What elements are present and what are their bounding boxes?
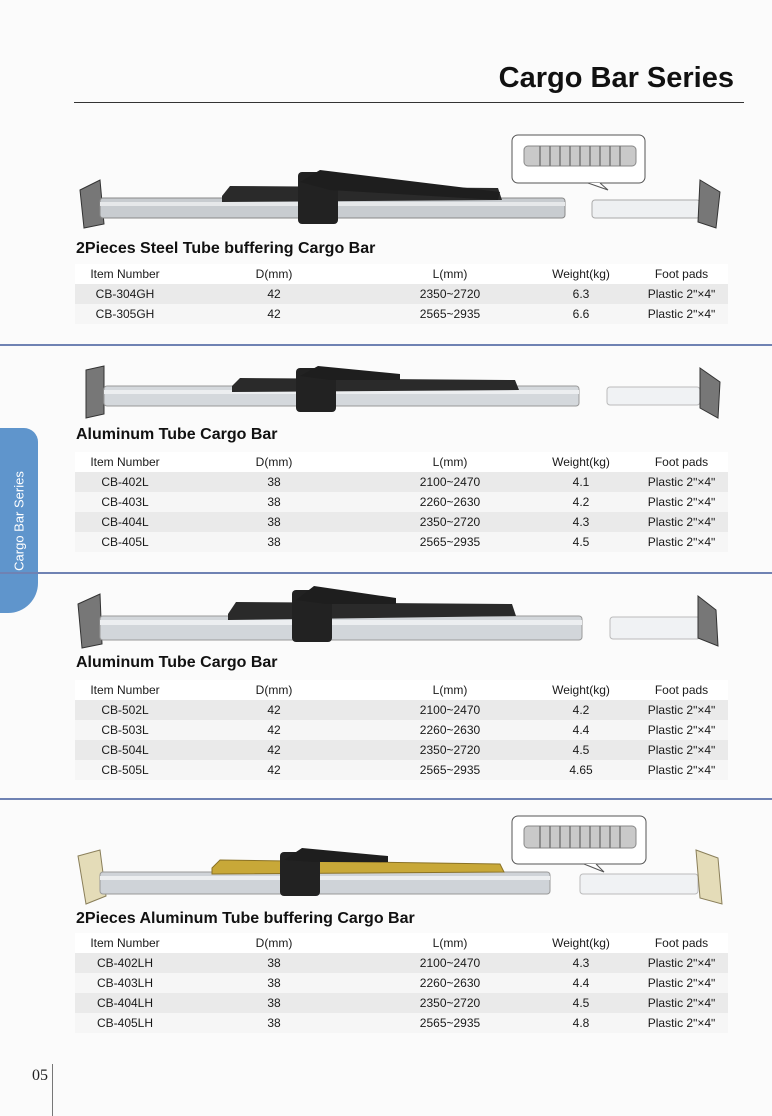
col-weight: Weight(kg) <box>552 267 610 281</box>
cell-weight: 6.6 <box>572 307 590 321</box>
cell-diameter: 38 <box>267 475 281 489</box>
col-foot-pads: Foot pads <box>654 455 709 469</box>
cell-length: 2100~2470 <box>419 703 481 717</box>
cargo-bar-image <box>0 356 772 422</box>
cargo-bar-image <box>0 812 772 910</box>
table-header-row <box>75 680 728 700</box>
section-divider <box>0 572 772 574</box>
spec-table <box>75 680 728 780</box>
page-title: Cargo Bar Series <box>498 62 734 94</box>
cell-weight: 4.8 <box>572 1016 590 1030</box>
col-foot-pads: Foot pads <box>654 683 709 697</box>
title-rule <box>74 102 744 103</box>
cell-length: 2260~2630 <box>419 495 481 509</box>
cell-weight: 4.2 <box>572 703 590 717</box>
table-row <box>75 700 728 720</box>
table-row <box>75 760 728 780</box>
table-row <box>75 973 728 993</box>
cell-length: 2350~2720 <box>419 743 481 757</box>
cell-foot-pads: Plastic 2ʺ×4ʺ <box>647 475 716 489</box>
col-length: L(mm) <box>432 267 468 281</box>
cell-length: 2350~2720 <box>419 287 481 301</box>
col-foot-pads: Foot pads <box>654 936 709 950</box>
col-item-number: Item Number <box>90 267 160 281</box>
cell-diameter: 38 <box>267 515 281 529</box>
page-number-rule <box>52 1064 53 1116</box>
cell-item-number: CB-504L <box>101 743 149 757</box>
cell-weight: 4.5 <box>572 743 590 757</box>
cell-weight: 4.3 <box>572 956 590 970</box>
cell-foot-pads: Plastic 2ʺ×4ʺ <box>647 723 716 737</box>
cell-weight: 4.5 <box>572 996 590 1010</box>
cell-weight: 4.65 <box>569 763 593 777</box>
cell-foot-pads: Plastic 2ʺ×4ʺ <box>647 287 716 301</box>
cell-weight: 6.3 <box>572 287 590 301</box>
table-row <box>75 472 728 492</box>
col-weight: Weight(kg) <box>552 455 610 469</box>
table-row <box>75 492 728 512</box>
col-item-number: Item Number <box>90 455 160 469</box>
cell-diameter: 38 <box>267 495 281 509</box>
cell-diameter: 42 <box>267 763 281 777</box>
page-number: 05 <box>32 1067 48 1084</box>
cell-diameter: 38 <box>267 976 281 990</box>
col-weight: Weight(kg) <box>552 936 610 950</box>
cell-item-number: CB-402LH <box>96 956 154 970</box>
cargo-bar-image <box>0 580 772 650</box>
col-weight: Weight(kg) <box>552 683 610 697</box>
side-tab-label: Cargo Bar Series <box>11 470 27 571</box>
cell-item-number: CB-404LH <box>96 996 154 1010</box>
cell-diameter: 42 <box>267 703 281 717</box>
cell-diameter: 38 <box>267 535 281 549</box>
col-item-number: Item Number <box>90 683 160 697</box>
cell-item-number: CB-304GH <box>95 287 155 301</box>
cell-diameter: 38 <box>267 1016 281 1030</box>
col-diameter: D(mm) <box>255 936 293 950</box>
cell-length: 2350~2720 <box>419 996 481 1010</box>
cell-weight: 4.5 <box>572 535 590 549</box>
cell-length: 2260~2630 <box>419 723 481 737</box>
cell-foot-pads: Plastic 2ʺ×4ʺ <box>647 763 716 777</box>
cell-foot-pads: Plastic 2ʺ×4ʺ <box>647 703 716 717</box>
cell-length: 2565~2935 <box>419 307 481 321</box>
col-diameter: D(mm) <box>255 455 293 469</box>
cell-foot-pads: Plastic 2ʺ×4ʺ <box>647 956 716 970</box>
cell-diameter: 38 <box>267 996 281 1010</box>
col-foot-pads: Foot pads <box>654 267 709 281</box>
section-divider <box>0 798 772 800</box>
cell-diameter: 38 <box>267 956 281 970</box>
cell-foot-pads: Plastic 2ʺ×4ʺ <box>647 996 716 1010</box>
cell-foot-pads: Plastic 2ʺ×4ʺ <box>647 1016 716 1030</box>
cell-length: 2100~2470 <box>419 475 481 489</box>
table-row <box>75 532 728 552</box>
cell-item-number: CB-403L <box>101 495 149 509</box>
table-header-row <box>75 452 728 472</box>
cell-diameter: 42 <box>267 307 281 321</box>
cell-item-number: CB-503L <box>101 723 149 737</box>
cell-diameter: 42 <box>267 287 281 301</box>
table-row <box>75 304 728 324</box>
cell-item-number: CB-405L <box>101 535 149 549</box>
cell-length: 2565~2935 <box>419 763 481 777</box>
cell-item-number: CB-403LH <box>96 976 154 990</box>
cell-weight: 4.1 <box>572 475 590 489</box>
table-row <box>75 953 728 973</box>
section-title: 2Pieces Steel Tube buffering Cargo Bar <box>76 240 376 257</box>
cell-foot-pads: Plastic 2ʺ×4ʺ <box>647 743 716 757</box>
table-header-row <box>75 264 728 284</box>
col-length: L(mm) <box>432 683 468 697</box>
table-row <box>75 1013 728 1033</box>
table-row <box>75 512 728 532</box>
cell-weight: 4.3 <box>572 515 590 529</box>
spec-table <box>75 264 728 324</box>
section-title: Aluminum Tube Cargo Bar <box>76 426 278 443</box>
cell-weight: 4.2 <box>572 495 590 509</box>
cell-length: 2260~2630 <box>419 976 481 990</box>
section-title: Aluminum Tube Cargo Bar <box>76 654 278 671</box>
col-length: L(mm) <box>432 455 468 469</box>
cell-item-number: CB-505L <box>101 763 149 777</box>
cell-length: 2565~2935 <box>419 535 481 549</box>
table-row <box>75 993 728 1013</box>
cell-diameter: 42 <box>267 723 281 737</box>
spec-table <box>75 452 728 552</box>
spec-table <box>75 933 728 1033</box>
section-divider <box>0 344 772 346</box>
table-row <box>75 740 728 760</box>
cell-item-number: CB-402L <box>101 475 149 489</box>
col-diameter: D(mm) <box>255 683 293 697</box>
col-length: L(mm) <box>432 936 468 950</box>
col-item-number: Item Number <box>90 936 160 950</box>
cell-foot-pads: Plastic 2ʺ×4ʺ <box>647 495 716 509</box>
cell-diameter: 42 <box>267 743 281 757</box>
section-title: 2Pieces Aluminum Tube buffering Cargo Bar <box>76 910 415 927</box>
cell-foot-pads: Plastic 2ʺ×4ʺ <box>647 515 716 529</box>
cell-length: 2350~2720 <box>419 515 481 529</box>
cell-foot-pads: Plastic 2ʺ×4ʺ <box>647 307 716 321</box>
cell-foot-pads: Plastic 2ʺ×4ʺ <box>647 535 716 549</box>
table-row <box>75 720 728 740</box>
cell-item-number: CB-502L <box>101 703 149 717</box>
cell-length: 2565~2935 <box>419 1016 481 1030</box>
table-header-row <box>75 933 728 953</box>
cell-weight: 4.4 <box>572 976 590 990</box>
cell-length: 2100~2470 <box>419 956 481 970</box>
cell-item-number: CB-404L <box>101 515 149 529</box>
cell-item-number: CB-305GH <box>95 307 155 321</box>
cell-foot-pads: Plastic 2ʺ×4ʺ <box>647 976 716 990</box>
cell-weight: 4.4 <box>572 723 590 737</box>
cell-item-number: CB-405LH <box>96 1016 154 1030</box>
table-row <box>75 284 728 304</box>
cargo-bar-image <box>0 130 772 236</box>
col-diameter: D(mm) <box>255 267 293 281</box>
